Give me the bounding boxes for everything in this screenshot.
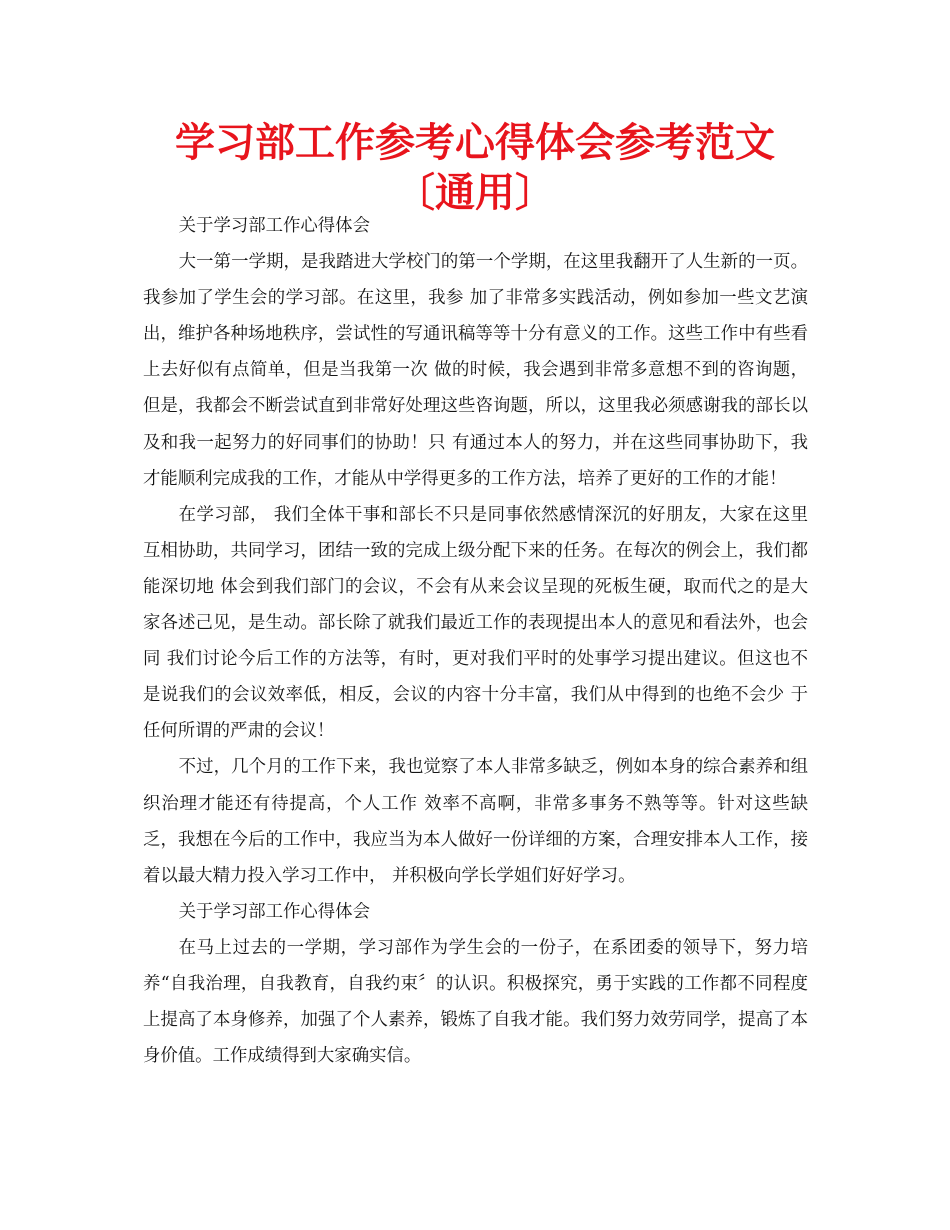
section-heading: 关于学习部工作心得体会 (178, 901, 370, 922)
section-heading: 关于学习部工作心得体会 (178, 216, 370, 236)
paragraph: 不过，几个月的工作下来，我也觉察了本人非常多缺乏，例如本身的综合素养和组织治理才能还有待提高，个人工作 效率不高啊，非常多事务不熟等等。针对这些缺乏，我想在今后的工作中，我应当为本人做好一份详细的方案，合理安排本人工作，接着以最大精力投入学习工作中， 并积极向学长学姐们好好学习。 (143, 757, 808, 886)
paragraph: 大一第一学期，是我踏进大学校门的第一个学期，在这里我翻开了人生新的一页。我参加了学生会的学习部。在这里，我参 加了非常多实践活动，例如参加一些文艺演出，维护各种场地秩序，尝试性的写通讯稿等等十分有意义的工作。这些工作中有些看上去好似有点简单，但是当我第一次 做的时候，我会遇到非常多意想不到的咨询题，但是，我都会不断尝试直到非常好处理这些咨询题，所以，这里我必须感谢我的部长以及和我一起努力的好同事们的协助！只 有通过本人的努力，并在这些同事协助下，我才能顺利完成我的工作，才能从中学得更多的工作方法，培养了更好的工作的才能！ (143, 252, 808, 489)
paragraph: 在马上过去的一学期，学习部作为学生会的一份子，在系团委的领导下，努力培养“自我治理，自我教育，自我约束〞的认识。积极探究，勇于实践的工作都不同程度上提高了本身修养，加强了个人素养，锻炼了自我才能。我们努力效劳同学，提高了本身价值。工作成绩得到大家确实信。 (143, 937, 808, 1067)
paragraph: 在学习部， 我们全体干事和部长不只是同事依然感情深沉的好朋友，大家在这里互相协助，共同学习，团结一致的完成上级分配下来的任务。在每次的例会上，我们都能深切地 体会到我们部门的会议，不会有从来会议呈现的死板生硬，取而代之的是大家各述己见，是生动。部长除了就我们最近工作的表现提出本人的意见和看法外，也会同 我们讨论今后工作的方法等，有时，更对我们平时的处事学习提出建议。但这也不是说我们的会议效率低，相反，会议的内容十分丰富，我们从中得到的也绝不会少 于任何所谓的严肃的会议！ (143, 504, 808, 742)
document-body (143, 208, 808, 1074)
document-title: 学习部工作参考心得体会参考范文〔通用〕 (175, 120, 775, 216)
